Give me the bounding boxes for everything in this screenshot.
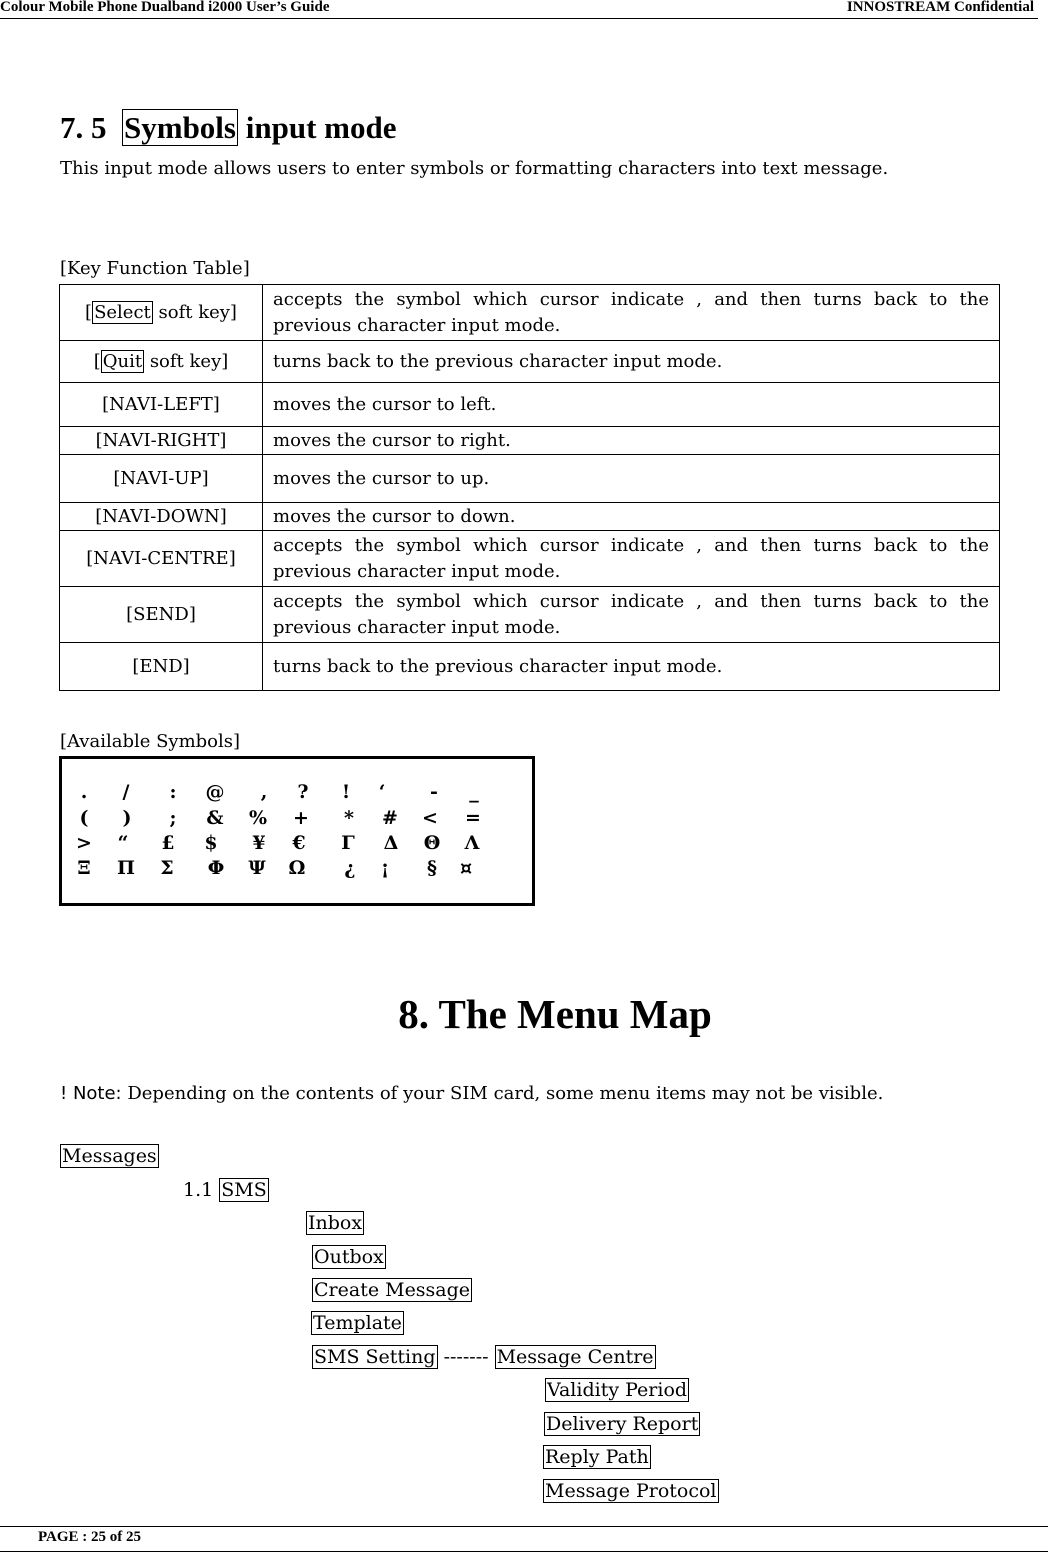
table-row bbox=[60, 503, 1000, 531]
key-cell: [END] bbox=[60, 643, 263, 691]
key-cell: [NAVI-RIGHT] bbox=[60, 427, 263, 455]
symbol: ¤ bbox=[459, 857, 473, 879]
menu-item-create-message: Create Message bbox=[314, 1279, 471, 1301]
symbol: ; bbox=[169, 807, 177, 829]
menu-item-reply-path: Reply Path bbox=[545, 1446, 649, 1468]
key-cell: [NAVI-CENTRE] bbox=[60, 531, 263, 587]
menu-item-message-protocol: Message Protocol bbox=[545, 1480, 717, 1502]
symbol: ¡ bbox=[380, 857, 390, 879]
key-suffix: soft key] bbox=[144, 350, 229, 372]
symbol: § bbox=[427, 857, 437, 879]
menu-connector: ------- bbox=[443, 1346, 489, 1368]
menu-root bbox=[60, 1144, 159, 1168]
section-number: 7. 5 bbox=[60, 110, 107, 145]
section-title-rest: input mode bbox=[245, 110, 397, 145]
symbol: & bbox=[206, 807, 224, 829]
key-bracket: [ bbox=[93, 350, 101, 372]
menu-sms bbox=[183, 1178, 269, 1202]
desc-cell: accepts the symbol which cursor indicate , and then turns back to the previous character input mode. bbox=[263, 285, 1000, 341]
page-number: PAGE : 25 of 25 bbox=[38, 1529, 142, 1545]
symbol: / bbox=[122, 781, 130, 803]
symbol: % bbox=[248, 807, 268, 829]
symbol: ) bbox=[122, 807, 132, 829]
symbol: ¿ bbox=[344, 857, 356, 879]
symbol: > bbox=[76, 832, 92, 854]
symbol: + bbox=[293, 807, 309, 829]
symbol: . bbox=[80, 781, 88, 803]
menu-sms-entry bbox=[312, 1245, 386, 1269]
key-cell bbox=[60, 285, 263, 341]
menu-sms-entry bbox=[312, 1345, 656, 1369]
key-cell: [NAVI-DOWN] bbox=[60, 503, 263, 531]
key-boxed-label: Quit bbox=[102, 350, 143, 372]
desc-cell: accepts the symbol which cursor indicate , and then turns back to the previous character input mode. bbox=[263, 531, 1000, 587]
key-suffix: soft key] bbox=[152, 301, 237, 323]
symbol: Σ bbox=[160, 857, 174, 879]
note-text: Depending on the contents of your SIM card, some menu items may not be visible. bbox=[121, 1083, 884, 1104]
key-boxed-label: Select bbox=[94, 301, 151, 323]
symbol: $ bbox=[204, 832, 218, 854]
symbols-caption: [Available Symbols] bbox=[60, 731, 241, 752]
header-document-title: Colour Mobile Phone Dualband i2000 User’s Guide bbox=[0, 0, 330, 15]
desc-cell: turns back to the previous character input mode. bbox=[263, 341, 1000, 383]
section-intro: This input mode allows users to enter symbols or formatting characters into text message. bbox=[60, 158, 889, 179]
table-row bbox=[60, 285, 1000, 341]
available-symbols-box bbox=[59, 756, 535, 906]
desc-cell: moves the cursor to left. bbox=[263, 383, 1000, 427]
table-row bbox=[60, 455, 1000, 503]
menu-item-inbox: Inbox bbox=[308, 1212, 363, 1234]
key-cell: [NAVI-UP] bbox=[60, 455, 263, 503]
symbol: £ bbox=[161, 832, 175, 854]
symbol: Π bbox=[117, 857, 135, 879]
menu-sms-entry bbox=[306, 1211, 364, 1235]
symbol: ‘ bbox=[378, 781, 386, 803]
note-prefix: ! Note: bbox=[60, 1083, 122, 1104]
key-bracket: [ bbox=[85, 301, 93, 323]
table-row bbox=[60, 531, 1000, 587]
menu-sms-number: 1.1 bbox=[183, 1179, 214, 1201]
symbol: @ bbox=[205, 781, 225, 803]
symbol: ( bbox=[79, 807, 89, 829]
symbol: “ bbox=[117, 832, 129, 854]
symbol: * bbox=[344, 807, 354, 829]
symbol: Δ bbox=[383, 832, 399, 854]
table-row bbox=[60, 383, 1000, 427]
header-confidential-label: INNOSTREAM Confidential bbox=[846, 0, 1034, 15]
section-heading bbox=[60, 110, 396, 146]
menu-sms-entry bbox=[312, 1278, 472, 1302]
symbol: , bbox=[260, 781, 268, 803]
symbol: Λ bbox=[464, 832, 480, 854]
menu-note bbox=[60, 1083, 883, 1104]
symbol: € bbox=[292, 832, 306, 854]
menu-item-template: Template bbox=[313, 1312, 402, 1334]
symbol: Ψ bbox=[248, 857, 266, 879]
key-function-table bbox=[59, 284, 1000, 691]
key-cell: [SEND] bbox=[60, 587, 263, 643]
table-row bbox=[60, 587, 1000, 643]
symbol: < bbox=[422, 807, 438, 829]
symbol: : bbox=[169, 781, 177, 803]
menu-item-messages: Messages bbox=[62, 1145, 157, 1167]
symbol: Ξ bbox=[77, 857, 91, 879]
table-row bbox=[60, 643, 1000, 691]
section-title-boxed: Symbols bbox=[124, 110, 236, 145]
symbol: - bbox=[430, 781, 438, 803]
table-row bbox=[60, 427, 1000, 455]
desc-cell: turns back to the previous character input mode. bbox=[263, 643, 1000, 691]
key-cell: [NAVI-LEFT] bbox=[60, 383, 263, 427]
menu-item-sms-setting: SMS Setting bbox=[314, 1346, 436, 1368]
menu-item-validity-period: Validity Period bbox=[547, 1379, 688, 1401]
page-footer bbox=[0, 1526, 1048, 1552]
menu-item-sms: SMS bbox=[221, 1179, 267, 1201]
menu-item-outbox: Outbox bbox=[314, 1246, 384, 1268]
symbol: # bbox=[382, 807, 398, 829]
symbol: Φ bbox=[207, 857, 225, 879]
chapter-title: 8. The Menu Map bbox=[398, 991, 712, 1037]
desc-cell: moves the cursor to down. bbox=[263, 503, 1000, 531]
key-cell bbox=[60, 341, 263, 383]
symbol: ? bbox=[297, 781, 309, 803]
table-row bbox=[60, 341, 1000, 383]
desc-cell: moves the cursor to right. bbox=[263, 427, 1000, 455]
menu-item-delivery-report: Delivery Report bbox=[546, 1413, 699, 1435]
page-header bbox=[0, 0, 1038, 19]
menu-setting-entry bbox=[544, 1412, 700, 1436]
symbol: ¥ bbox=[252, 832, 266, 854]
symbol: Γ bbox=[341, 832, 355, 854]
menu-setting-entry bbox=[543, 1445, 651, 1469]
symbol: = bbox=[465, 807, 481, 829]
symbol: Ω bbox=[288, 857, 306, 879]
desc-cell: moves the cursor to up. bbox=[263, 455, 1000, 503]
desc-cell: accepts the symbol which cursor indicate , and then turns back to the previous character input mode. bbox=[263, 587, 1000, 643]
menu-setting-entry bbox=[543, 1479, 719, 1503]
key-table-caption: [Key Function Table] bbox=[60, 258, 250, 279]
menu-sms-entry bbox=[311, 1311, 404, 1335]
symbol: ! bbox=[341, 781, 351, 803]
menu-setting-entry bbox=[545, 1378, 689, 1402]
symbol: Θ bbox=[423, 832, 441, 854]
menu-item-message-centre: Message Centre bbox=[496, 1346, 654, 1368]
symbol: _ bbox=[469, 781, 479, 803]
